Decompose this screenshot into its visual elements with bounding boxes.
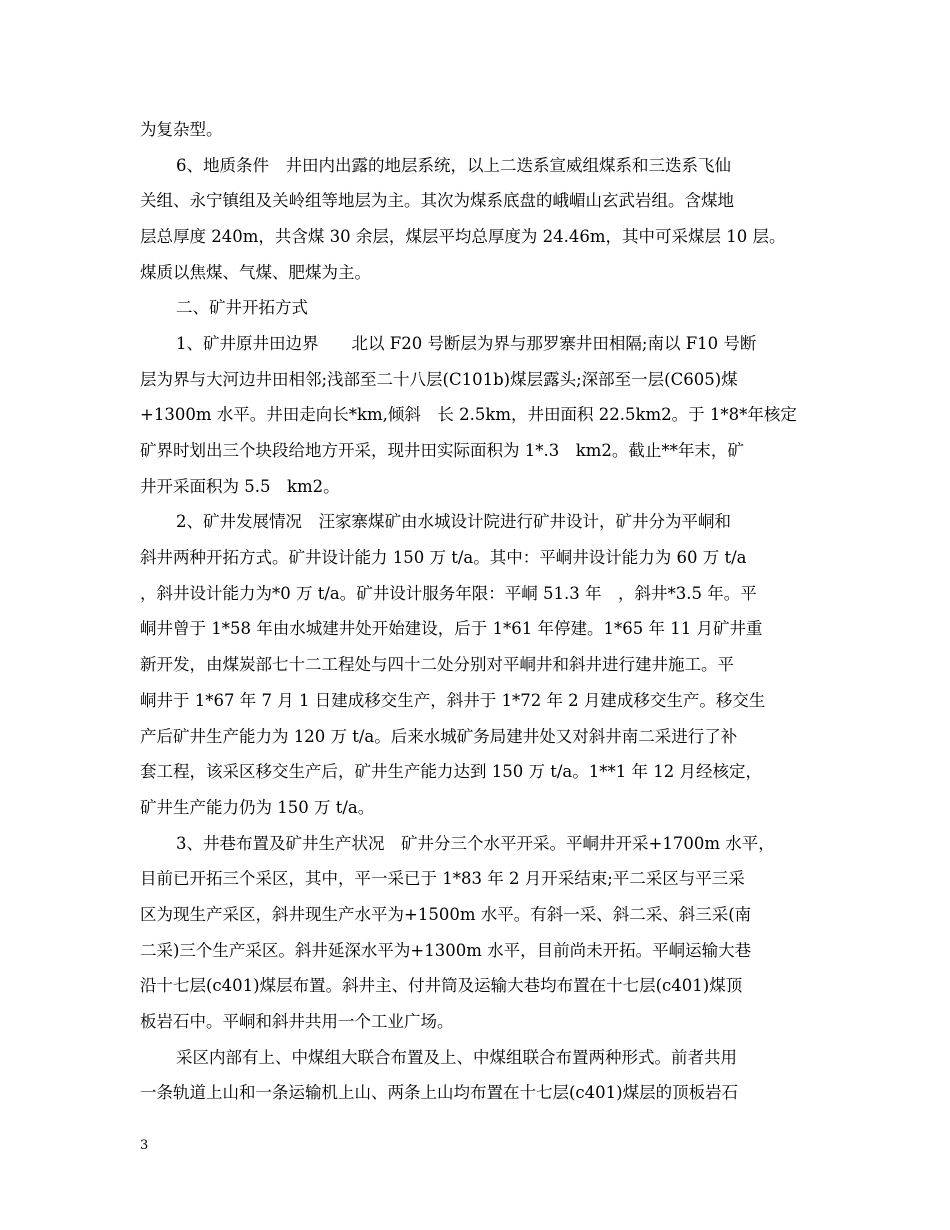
text-line: 目前已开拓三个采区，其中，平一采已于 1*83 年 2 月开采结束;平二采区与平三采 bbox=[140, 869, 745, 888]
text-line: 采区内部有上、中煤组大联合布置及上、中煤组联合布置两种形式。前者共用 bbox=[176, 1048, 737, 1067]
text-line: 二采)三个生产采区。斜井延深水平为+1300m 水平，目前尚未开拓。平峒运输大巷 bbox=[140, 941, 752, 960]
text-line: 新开发，由煤炭部七十二工程处与四十二处分别对平峒井和斜井进行建井施工。平 bbox=[140, 655, 734, 674]
text-line: 6、地质条件 井田内出露的地层系统，以上二迭系宣威组煤系和三迭系飞仙 bbox=[176, 156, 731, 175]
text-line: ，斜井设计能力为*0 万 t/a。矿井设计服务年限：平峒 51.3 年 ，斜井*3.5 年。平 bbox=[140, 584, 757, 603]
text-line: 板岩石中。平峒和斜井共用一个工业广场。 bbox=[140, 1012, 454, 1031]
section-heading: 二、矿井开拓方式 bbox=[176, 298, 308, 317]
page-number: 3 bbox=[140, 1138, 149, 1153]
text-line: 层总厚度 240m，共含煤 30 余层，煤层平均总厚度为 24.46m，其中可采煤层 10 层。 bbox=[140, 227, 786, 246]
text-line: 峒井于 1*67 年 7 月 1 日建成移交生产，斜井于 1*72 年 2 月建成移交生产。移交生 bbox=[140, 691, 766, 710]
text-line: 产后矿井生产能力为 120 万 t/a。后来水城矿务局建井处又对斜井南二采进行了补 bbox=[140, 727, 738, 746]
text-line: +1300m 水平。井田走向长*km,倾斜 长 2.5km，井田面积 22.5km2。于 1*8*年核定 bbox=[140, 405, 797, 424]
text-line: 套工程，该采区移交生产后，矿井生产能力达到 150 万 t/a。1**1 年 12 月经核定， bbox=[140, 762, 762, 781]
text-line: 区为现生产采区，斜井现生产水平为+1500m 水平。有斜一采、斜二采、斜三采(南 bbox=[140, 905, 752, 924]
text-line: 矿界时划出三个块段给地方开采，现井田实际面积为 1*.3 km2。截止**年末，矿 bbox=[140, 441, 744, 460]
text-line: 一条轨道上山和一条运输机上山、两条上山均布置在十七层(c401)煤层的顶板岩石 bbox=[140, 1083, 739, 1102]
text-line: 1、矿井原井田边界 北以 F20 号断层为界与那罗寨井田相隔;南以 F10 号断 bbox=[176, 334, 757, 353]
text-line: 煤质以焦煤、气煤、肥煤为主。 bbox=[140, 263, 371, 282]
text-line: 斜井两种开拓方式。矿井设计能力 150 万 t/a。其中：平峒井设计能力为 60 万 t/a bbox=[140, 548, 747, 567]
text-line: 关组、永宁镇组及关岭组等地层为主。其次为煤系底盘的峨嵋山玄武岩组。含煤地 bbox=[140, 191, 734, 210]
text-line: 峒井曾于 1*58 年由水城建井处开始建设，后于 1*61 年停建。1*65 年 11 月矿井重 bbox=[140, 619, 763, 638]
text-line: 3、井巷布置及矿井生产状况 矿井分三个水平开采。平峒井开采+1700m 水平， bbox=[176, 834, 775, 853]
text-line: 2、矿井发展情况 汪家寨煤矿由水城设计院进行矿井设计，矿井分为平峒和 bbox=[176, 512, 731, 531]
text-line: 井开采面积为 5.5 km2。 bbox=[140, 477, 340, 496]
text-line: 为复杂型。 bbox=[140, 120, 223, 139]
text-line: 层为界与大河边井田相邻;浅部至二十八层(C101b)煤层露头;深部至一层(C605)煤 bbox=[140, 370, 738, 389]
text-line: 沿十七层(c401)煤层布置。斜井主、付井筒及运输大巷均布置在十七层(c401)煤顶 bbox=[140, 976, 743, 995]
text-line: 矿井生产能力仍为 150 万 t/a。 bbox=[140, 798, 375, 817]
